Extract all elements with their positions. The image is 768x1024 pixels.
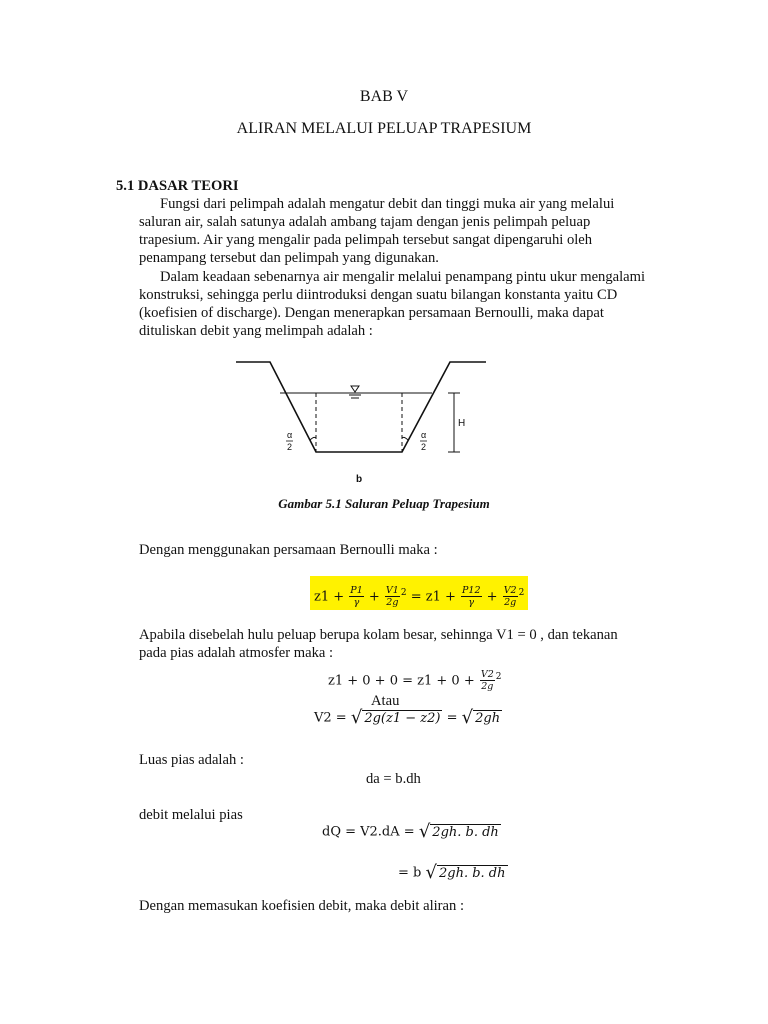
paragraph-line: (koefisien of discharge). Dengan menerapkan persamaan Bernoulli, maka dapat (139, 305, 604, 321)
label-alpha-right: α (421, 430, 427, 440)
luas-pias-label: Luas pias adalah : (139, 752, 244, 768)
simplified-equation: z1 + 0 + 0 = z1 + 0 + $\frac{V2}{2g}$ $^2$ (328, 669, 502, 693)
right-angle-arc (402, 437, 408, 440)
label-two-left: 2 (287, 442, 293, 452)
paragraph-line: Fungsi dari pelimpah adalah mengatur debit dan tinggi muka air yang melalui (160, 196, 615, 212)
discharge-equation: dQ = V2.dA = √ 2gh. b. dh (322, 821, 499, 842)
chapter-title: ALIRAN MELALUI PELUAP TRAPESIUM (236, 120, 532, 137)
debit-pias-label: debit melalui pias (139, 807, 243, 823)
paragraph-line: Apabila disebelah hulu peluap berupa kolam besar, sehinnga V1 = 0 , dan tekanan (139, 627, 618, 643)
chapter-heading: BAB V (359, 88, 409, 105)
bernoulli-equation: z1 + $\frac{P1}{\gamma}$ + $\frac{V1}{2g}$ $^2$ = z1 + $\frac{P12}{\gamma}$ + $\frac{V2}{2g}$ $^2$ (310, 576, 528, 610)
water-level-icon (349, 386, 361, 398)
label-b: b (356, 474, 363, 485)
paragraph-line: dituliskan debit yang melimpah adalah : (139, 323, 373, 339)
label-h: H (458, 418, 466, 429)
label-alpha-left: α (287, 430, 293, 440)
section-title: 5.1 DASAR TEORI (116, 178, 239, 194)
trapezoid-channel-diagram (228, 352, 498, 492)
label-two-right: 2 (421, 442, 427, 452)
paragraph-line: trapesium. Air yang mengalir pada pelimpah tersebut sangat dipengaruhi oleh (139, 232, 593, 248)
atau-label: Atau (371, 693, 400, 709)
figure-caption: Gambar 5.1 Saluran Peluap Trapesium (278, 496, 490, 511)
paragraph-line: saluran air, salah satunya adalah ambang tajam dengan jenis pelimpah peluap (139, 214, 591, 230)
paragraph-line: konstruksi, sehingga perlu diintroduksi dengan suatu bilangan konstanta yaitu CD (139, 287, 618, 303)
bernoulli-intro: Dengan menggunakan persamaan Bernoulli maka : (139, 542, 438, 558)
velocity-equation: V2 = √ 2g(z1 − z2) = √ 2gh (314, 707, 501, 728)
paragraph-line: penampang tersebut dan pelimpah yang digunakan. (139, 250, 439, 266)
discharge-equation-cont: = b √ 2gh. b. dh (398, 862, 506, 883)
coefficient-intro: Dengan memasukan koefisien debit, maka debit aliran : (139, 898, 465, 914)
paragraph-line: Dalam keadaan sebenarnya air mengalir melalui penampang pintu ukur mengalami (160, 269, 646, 285)
channel-outline (236, 362, 486, 452)
area-equation: da = b.dh (366, 771, 421, 787)
paragraph-line: pada pias adalah atmosfer maka : (139, 645, 334, 661)
left-angle-arc (310, 437, 316, 440)
